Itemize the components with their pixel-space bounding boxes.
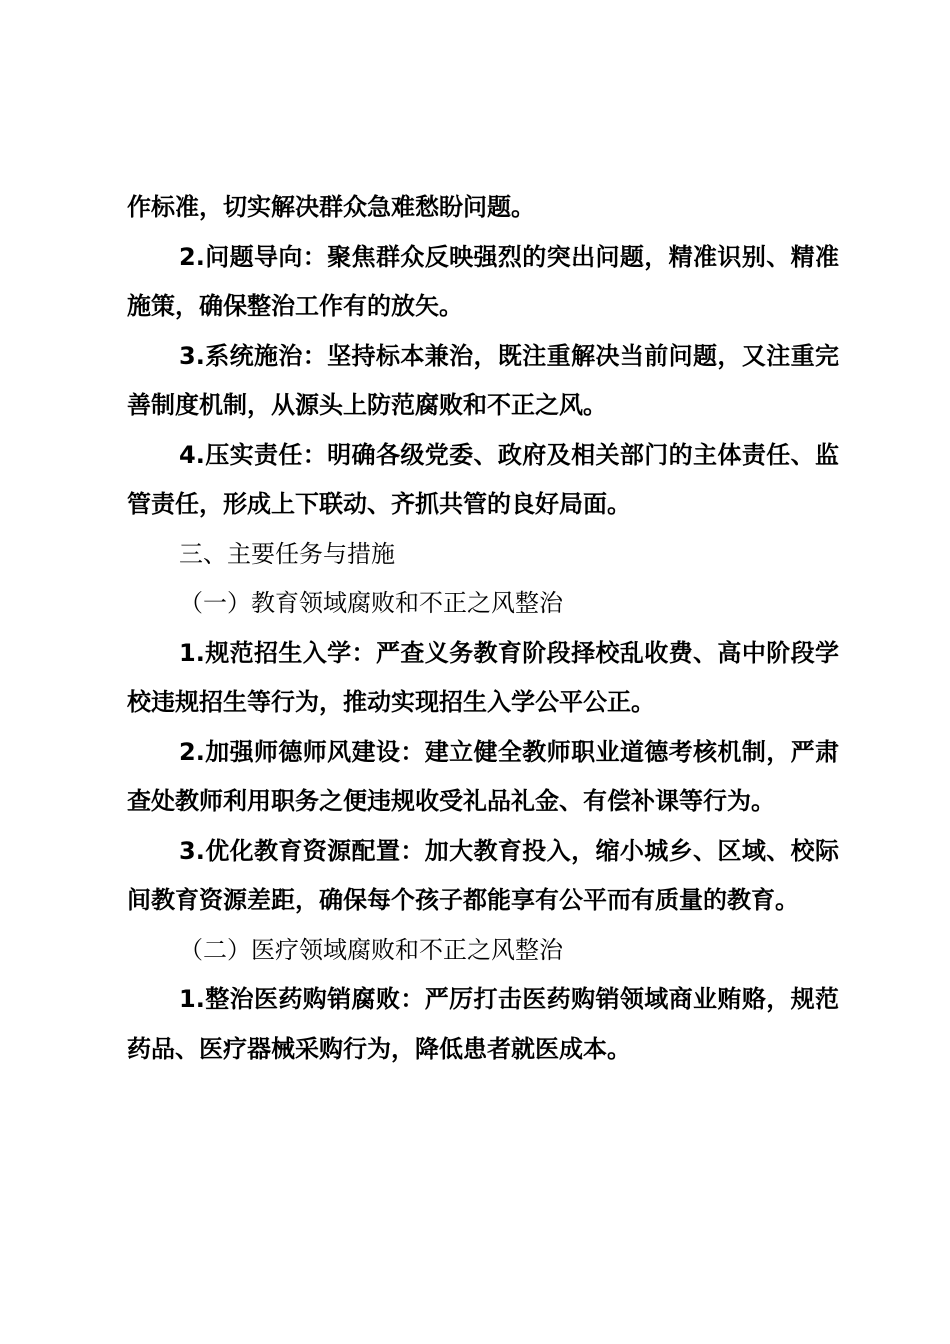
principle-systematic-governance: 3.系统施治：坚持标本兼治，既注重解决当前问题，又注重完善制度机制，从源头上防范腐败和不正之风。 [127, 341, 839, 419]
education-item-teacher-ethics: 2.加强师德师风建设：建立健全教师职业道德考核机制，严肃查处教师利用职务之便违规收受礼品礼金、有偿补课等行为。 [127, 737, 839, 815]
education-item-resources: 3.优化教育资源配置：加大教育投入，缩小城乡、区域、校际间教育资源差距，确保每个孩子都能享有公平而有质量的教育。 [127, 836, 839, 914]
paragraph-continuation: 作标准，切实解决群众急难愁盼问题。 [127, 193, 535, 221]
subsection-heading-education: （一）教育领域腐败和不正之风整治 [179, 589, 563, 617]
medical-item-procurement: 1.整治医药购销腐败：严厉打击医药购销领域商业贿赂，规范药品、医疗器械采购行为，降低患者就医成本。 [127, 985, 839, 1063]
subsection-heading-medical: （二）医疗领域腐败和不正之风整治 [179, 935, 563, 964]
section-heading-main-tasks: 三、主要任务与措施 [179, 539, 395, 568]
principle-responsibility: 4.压实责任：明确各级党委、政府及相关部门的主体责任、监管责任，形成上下联动、齐抓共管的良好局面。 [127, 440, 839, 518]
principle-problem-orientation: 2.问题导向：聚焦群众反映强烈的突出问题，精准识别、精准施策，确保整治工作有的放矢。 [127, 242, 839, 320]
document-body [127, 183, 839, 1074]
education-item-admissions: 1.规范招生入学：严查义务教育阶段择校乱收费、高中阶段学校违规招生等行为，推动实现招生入学公平公正。 [127, 638, 839, 716]
